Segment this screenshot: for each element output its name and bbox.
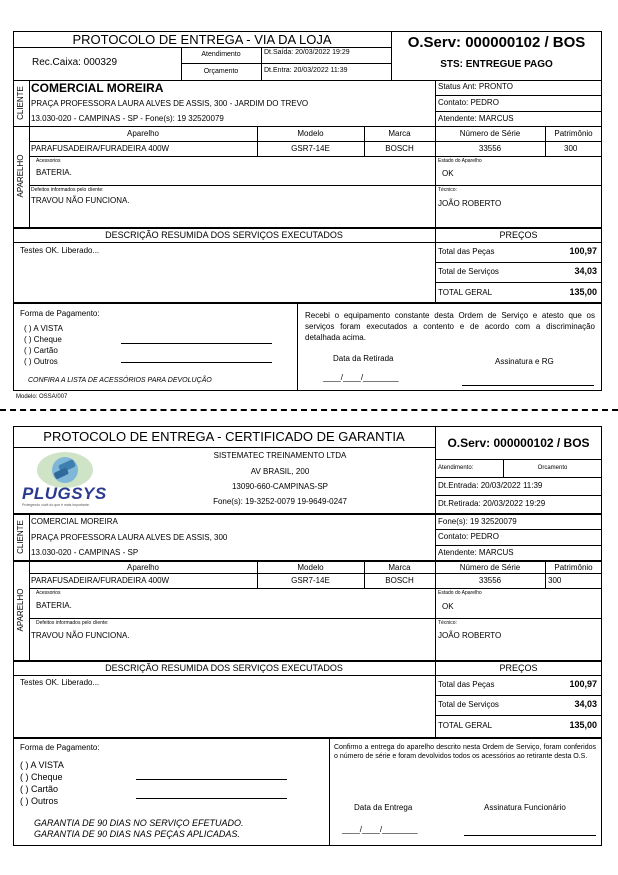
gar-atendente: Atendente: MARCUS	[438, 548, 514, 557]
defeitos-label: Defeitos informados pelo cliente:	[31, 187, 104, 193]
acessorios-label: Acessorios	[36, 158, 61, 164]
gar-opt-outros[interactable]: ( ) Outros	[20, 796, 59, 806]
gar-acessorios-label: Acessorios	[36, 590, 61, 596]
val-marca: BOSCH	[385, 144, 414, 153]
data-entrega-blank[interactable]: ____/____/________	[342, 825, 418, 834]
gar-tecnico-label: Técnico:	[438, 620, 457, 626]
recebi-text: Recebi o equipamento constante desta Ordem de Serviço e atesto que os serviços foram executados a contento e de acordo com a discriminação detalhada acima.	[305, 311, 595, 342]
modelo-label: Modelo: OSSA/007	[16, 394, 68, 400]
gar-fone: Fone(s): 19 32520079	[438, 517, 517, 526]
aparelho-side-label: APARELHO	[16, 154, 25, 198]
dt-entra: Dt.Entra: 20/03/2022 11:39	[264, 67, 348, 74]
orcamento-label: Orçamento	[203, 68, 239, 75]
gar-opt-cartao[interactable]: ( ) Cartão	[20, 784, 59, 794]
data-entrega-label: Data da Entrega	[354, 803, 413, 812]
tecnico-label: Técnico:	[438, 187, 457, 193]
atendimento-label: Atendimento	[201, 51, 241, 58]
hdr-modelo: Modelo	[297, 129, 324, 138]
gar-total-geral-value: 135,00	[569, 720, 597, 730]
gar-aparelho-side-label: APARELHO	[16, 588, 25, 632]
confira-text: CONFIRA A LISTA DE ACESSÓRIOS PARA DEVOLUÇÃO	[28, 377, 212, 384]
loja-title: PROTOCOLO DE ENTREGA - VIA DA LOJA	[72, 32, 332, 47]
cliente-cidade: 13.030-020 - CAMPINAS - SP - Fone(s): 19 32520079	[31, 114, 224, 123]
status-text: STS: ENTREGUE PAGO	[440, 59, 553, 70]
gar-pagamento-label: Forma de Pagamento:	[20, 743, 100, 752]
hdr-serie: Número de Série	[459, 129, 521, 138]
gar-estado-value: OK	[442, 602, 454, 611]
rec-caixa: Rec.Caixa: 000329	[32, 57, 118, 68]
opt-vista[interactable]: ( ) A VISTA	[24, 324, 63, 333]
gar-hdr-patrimonio: Patrimônio	[554, 563, 593, 572]
gar-atendimento-label: Atendimento:	[438, 465, 474, 471]
logo-tagline: Protegendo você do que é mais importante.	[22, 503, 90, 507]
gar-orcamento-label: Orcamento	[537, 465, 568, 471]
gar-defeitos-label: Defeitos informados pelo cliente:	[36, 620, 109, 626]
empresa-fone: Fone(s): 19-3252-0079 19-9649-0247	[213, 497, 347, 506]
data-retirada-blank[interactable]: ____/____/________	[323, 373, 399, 382]
confirmo-text: Confirmo a entrega do aparelho descrito nesta Ordem de Serviço, foram conferidos o número de série e foram devolvidos todos os acessórios ao retirante desta O.S.	[334, 744, 596, 760]
empresa-end: AV BRASIL, 200	[250, 467, 310, 476]
opt-cheque[interactable]: ( ) Cheque	[24, 335, 62, 344]
gar-total-servicos-value: 34,03	[574, 699, 597, 709]
estado-label: Estado do Aparelho	[438, 158, 482, 164]
total-servicos-value: 34,03	[574, 266, 597, 276]
garantia-line-1: GARANTIA DE 90 DIAS NO SERVIÇO EFETUADO.	[34, 818, 244, 828]
gar-val-patrimonio: 300	[548, 576, 562, 585]
gar-total-pecas-label: Total das Peças	[438, 680, 495, 689]
hdr-patrimonio: Patrimônio	[554, 129, 593, 138]
gar-hdr-aparelho: Aparelho	[126, 563, 160, 572]
gar-dt-retirada: Dt.Retirada: 20/03/2022 19:29	[438, 499, 546, 508]
empresa-nome: SISTEMATEC TREINAMENTO LTDA	[213, 451, 347, 460]
opt-outros[interactable]: ( ) Outros	[24, 357, 58, 366]
gar-cliente-side-label: CLIENTE	[16, 520, 25, 554]
data-retirada-label: Data da Retirada	[333, 354, 394, 363]
estado-value: OK	[442, 169, 454, 178]
gar-val-serie: 33556	[478, 576, 502, 585]
gar-val-modelo: GSR7-14E	[291, 576, 330, 585]
hdr-marca: Marca	[388, 129, 411, 138]
gar-hdr-marca: Marca	[388, 563, 411, 572]
gar-total-pecas-value: 100,97	[569, 679, 597, 689]
gar-cliente-nome: COMERCIAL MOREIRA	[31, 517, 118, 526]
gar-cliente-endereco: PRAÇA PROFESSORA LAURA ALVES DE ASSIS, 300	[31, 533, 228, 542]
total-geral-label: TOTAL GERAL	[438, 288, 493, 297]
total-servicos-label: Total de Serviços	[438, 267, 499, 276]
gar-servicos-title: DESCRIÇÃO RESUMIDA DOS SERVIÇOS EXECUTADOS	[105, 663, 343, 673]
atendente: Atendente: MARCUS	[438, 114, 514, 123]
gar-hdr-modelo: Modelo	[297, 563, 324, 572]
gar-assinatura-line[interactable]	[464, 835, 596, 836]
total-geral-value: 135,00	[569, 287, 597, 297]
logo-text: PLUGSYS	[22, 484, 107, 503]
gar-hdr-serie: Número de Série	[459, 563, 521, 572]
gar-val-marca: BOSCH	[385, 576, 414, 585]
cliente-side-label: CLIENTE	[16, 86, 25, 120]
pagamento-label: Forma de Pagamento:	[20, 309, 100, 318]
gar-title: PROTOCOLO DE ENTREGA - CERTIFICADO DE GARANTIA	[43, 429, 405, 444]
status-ant: Status Ant: PRONTO	[438, 82, 513, 91]
precos-title: PREÇOS	[499, 230, 538, 240]
total-pecas-label: Total das Peças	[438, 247, 495, 256]
oserv-number: O.Serv: 000000102 / BOS	[407, 34, 586, 51]
val-patrimonio: 300	[564, 144, 578, 153]
gar-acessorios-value: BATERIA.	[36, 601, 72, 610]
val-aparelho: PARAFUSADEIRA/FURADEIRA 400W	[31, 144, 170, 153]
gar-estado-label: Estado do Aparelho	[438, 590, 482, 596]
opt-cartao[interactable]: ( ) Cartão	[24, 346, 58, 355]
val-modelo: GSR7-14E	[291, 144, 330, 153]
assinatura-label: Assinatura e RG	[495, 357, 554, 366]
gar-opt-cheque[interactable]: ( ) Cheque	[20, 772, 63, 782]
total-pecas-value: 100,97	[569, 246, 597, 256]
gar-dt-entrada: Dt.Entrada: 20/03/2022 11:39	[438, 481, 543, 490]
acessorios-value: BATERIA.	[36, 168, 72, 177]
val-serie: 33556	[478, 144, 502, 153]
empresa-cidade: 13090-660-CAMPINAS-SP	[231, 482, 329, 491]
assinatura-line[interactable]	[462, 385, 594, 386]
gar-cliente-cidade: 13.030-020 - CAMPINAS - SP	[31, 548, 139, 557]
cut-line	[0, 409, 618, 411]
cliente-endereco: PRAÇA PROFESSORA LAURA ALVES DE ASSIS, 300 - JARDIM DO TREVO	[31, 99, 309, 108]
gar-contato: Contato: PEDRO	[438, 532, 499, 541]
servicos-text: Testes OK. Liberado...	[20, 246, 100, 255]
gar-defeitos-value: TRAVOU NÃO FUNCIONA.	[31, 631, 130, 640]
gar-outros-line	[136, 798, 287, 799]
outros-line	[121, 362, 272, 363]
defeitos-value: TRAVOU NÃO FUNCIONA.	[31, 196, 130, 205]
dt-saida: Dt.Saída: 20/03/2022 19:29	[264, 49, 350, 56]
garantia-line-2: GARANTIA DE 90 DIAS NAS PEÇAS APLICADAS.	[34, 829, 240, 839]
hdr-aparelho: Aparelho	[126, 129, 160, 138]
tecnico-value: JOÃO ROBERTO	[438, 199, 502, 208]
gar-tecnico-value: JOÃO ROBERTO	[438, 631, 502, 640]
contato: Contato: PEDRO	[438, 98, 499, 107]
gar-servicos-text: Testes OK. Liberado...	[20, 678, 100, 687]
gar-opt-vista[interactable]: ( ) A VISTA	[20, 760, 64, 770]
gar-oserv: O.Serv: 000000102 / BOS	[447, 436, 590, 450]
cheque-line	[121, 343, 272, 344]
gar-cheque-line	[136, 779, 287, 780]
gar-val-aparelho: PARAFUSADEIRA/FURADEIRA 400W	[31, 576, 170, 585]
gar-assinatura-label: Assinatura Funcionário	[484, 803, 566, 812]
gar-total-servicos-label: Total de Serviços	[438, 700, 499, 709]
servicos-title: DESCRIÇÃO RESUMIDA DOS SERVIÇOS EXECUTADOS	[105, 230, 343, 240]
cliente-nome: COMERCIAL MOREIRA	[31, 81, 164, 95]
gar-precos-title: PREÇOS	[499, 663, 538, 673]
gar-total-geral-label: TOTAL GERAL	[438, 721, 493, 730]
